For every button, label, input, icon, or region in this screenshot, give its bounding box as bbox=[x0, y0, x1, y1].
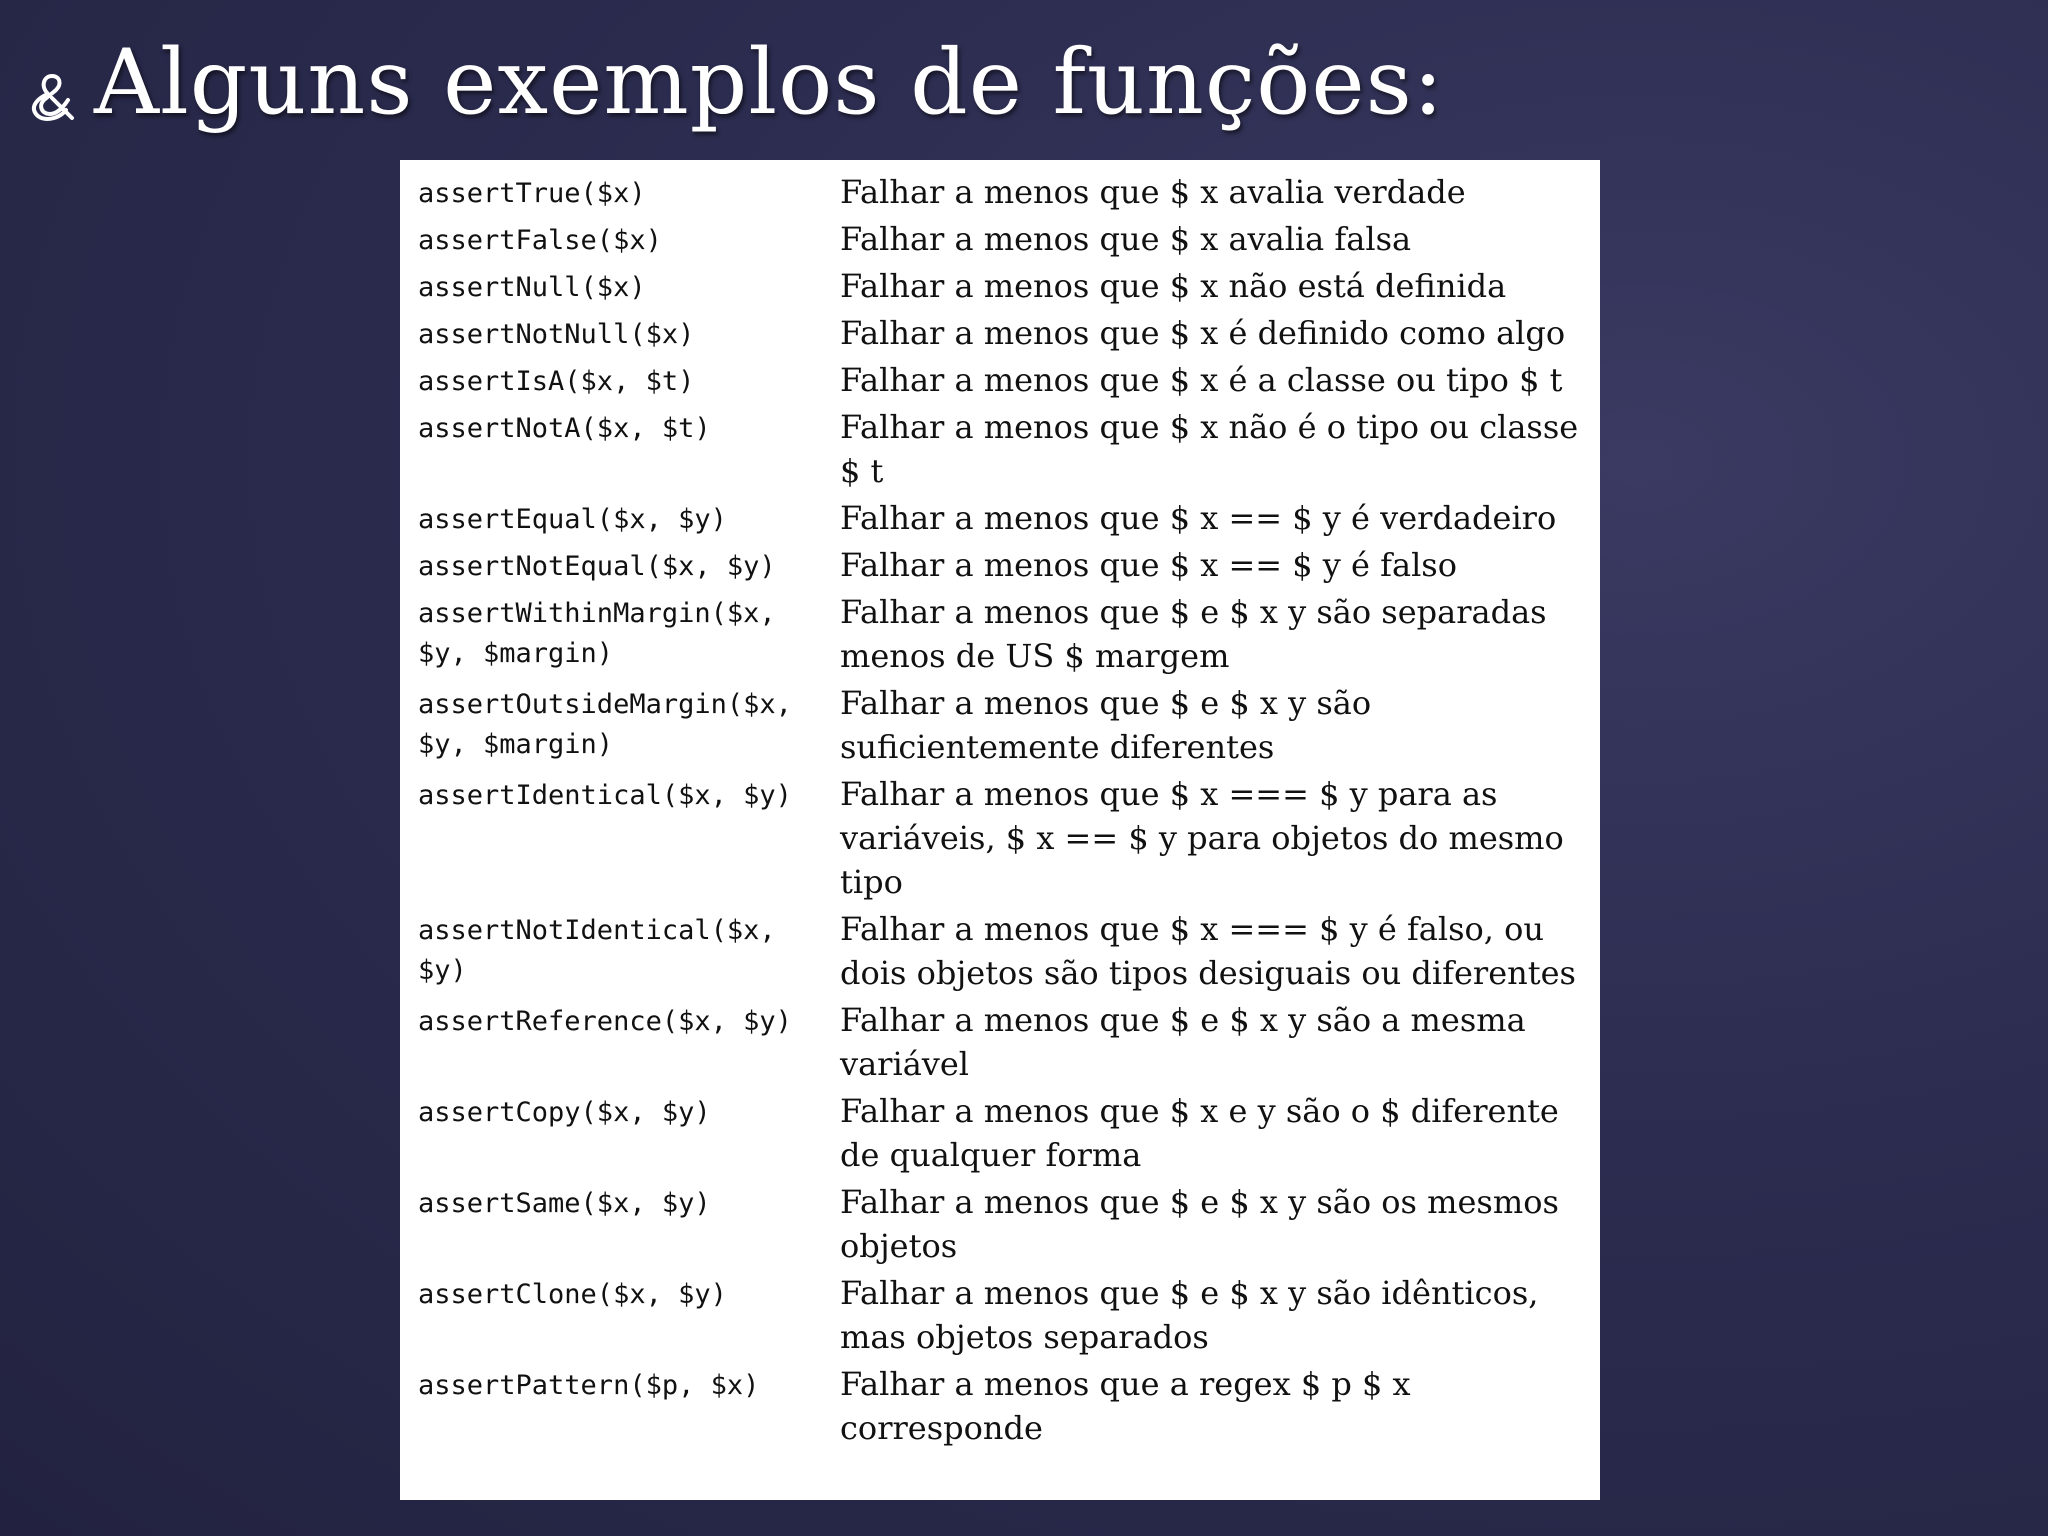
table-row bbox=[418, 772, 1586, 907]
function-name: assertPattern($p, $x) bbox=[418, 1370, 760, 1401]
table-row bbox=[418, 217, 1586, 264]
function-description: Falhar a menos que $ x é definido como algo bbox=[840, 314, 1566, 352]
function-description: Falhar a menos que $ e $ x y são separadas menos de US $ margem bbox=[840, 593, 1547, 675]
function-name: assertNotIdentical($x, $y) bbox=[418, 915, 792, 986]
function-name: assertTrue($x) bbox=[418, 178, 646, 209]
table-row bbox=[418, 543, 1586, 590]
function-name: assertReference($x, $y) bbox=[418, 1006, 792, 1037]
function-description: Falhar a menos que $ e $ x y são suficientemente diferentes bbox=[840, 684, 1372, 766]
function-name: assertOutsideMargin($x, $y, $margin) bbox=[418, 689, 809, 760]
ampersand-bullet-icon bbox=[22, 64, 90, 132]
functions-table bbox=[418, 170, 1586, 1453]
table-row bbox=[418, 405, 1586, 496]
functions-table-panel bbox=[400, 160, 1600, 1500]
page-title: Alguns exemplos de funções: bbox=[94, 30, 1445, 135]
table-row bbox=[418, 170, 1586, 217]
function-description: Falhar a menos que $ e $ x y são os mesmos objetos bbox=[840, 1183, 1559, 1265]
table-row bbox=[418, 681, 1586, 772]
function-name: assertWithinMargin($x, $y, $margin) bbox=[418, 598, 792, 669]
function-description: Falhar a menos que $ x não é o tipo ou classe $ t bbox=[840, 408, 1579, 490]
function-description: Falhar a menos que $ x e y são o $ diferente de qualquer forma bbox=[840, 1092, 1559, 1174]
table-row bbox=[418, 907, 1586, 998]
function-name: assertIdentical($x, $y) bbox=[418, 780, 792, 811]
function-name: assertNotA($x, $t) bbox=[418, 413, 711, 444]
function-name: assertFalse($x) bbox=[418, 225, 662, 256]
function-name: assertClone($x, $y) bbox=[418, 1279, 727, 1310]
function-description: Falhar a menos que $ e $ x y são a mesma variável bbox=[840, 1001, 1526, 1083]
functions-table-body bbox=[418, 170, 1586, 1453]
function-description: Falhar a menos que $ x == $ y é falso bbox=[840, 546, 1457, 584]
function-name: assertNotEqual($x, $y) bbox=[418, 551, 776, 582]
function-name: assertIsA($x, $t) bbox=[418, 366, 695, 397]
table-row bbox=[418, 1362, 1586, 1453]
table-row bbox=[418, 998, 1586, 1089]
function-description: Falhar a menos que $ x == $ y é verdadeiro bbox=[840, 499, 1557, 537]
function-name: assertNotNull($x) bbox=[418, 319, 695, 350]
function-description: Falhar a menos que a regex $ p $ x corresponde bbox=[840, 1365, 1411, 1447]
function-name: assertNull($x) bbox=[418, 272, 646, 303]
function-name: assertSame($x, $y) bbox=[418, 1188, 711, 1219]
function-description: Falhar a menos que $ x não está definida bbox=[840, 267, 1507, 305]
function-description: Falhar a menos que $ x avalia verdade bbox=[840, 173, 1466, 211]
table-row bbox=[418, 264, 1586, 311]
function-description: Falhar a menos que $ x === $ y para as variáveis, $ x == $ y para objetos do mesmo tipo bbox=[840, 775, 1564, 901]
table-row bbox=[418, 590, 1586, 681]
function-name: assertCopy($x, $y) bbox=[418, 1097, 711, 1128]
table-row bbox=[418, 496, 1586, 543]
function-name: assertEqual($x, $y) bbox=[418, 504, 727, 535]
table-row bbox=[418, 1180, 1586, 1271]
table-row bbox=[418, 358, 1586, 405]
function-description: Falhar a menos que $ x é a classe ou tipo $ t bbox=[840, 361, 1563, 399]
table-row bbox=[418, 1089, 1586, 1180]
function-description: Falhar a menos que $ e $ x y são idênticos, mas objetos separados bbox=[840, 1274, 1539, 1356]
table-row bbox=[418, 1271, 1586, 1362]
table-row bbox=[418, 311, 1586, 358]
slide-title bbox=[22, 30, 1445, 135]
function-description: Falhar a menos que $ x avalia falsa bbox=[840, 220, 1412, 258]
function-description: Falhar a menos que $ x === $ y é falso, ou dois objetos são tipos desiguais ou diferentes bbox=[840, 910, 1576, 992]
